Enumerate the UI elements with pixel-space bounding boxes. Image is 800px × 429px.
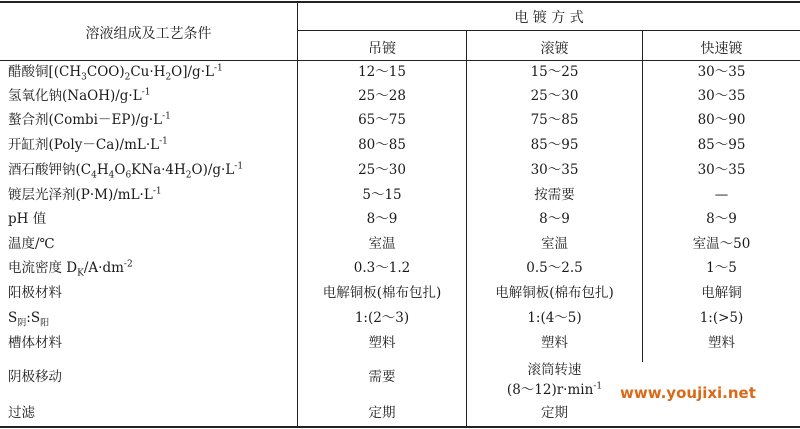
text-part: O]/g·L — [171, 64, 214, 80]
value-cell: 85～95 — [530, 137, 579, 153]
script-part: 6 — [125, 170, 132, 181]
row-label — [8, 285, 62, 301]
value-cell: 电解铜 — [701, 285, 742, 301]
value-cell: 80～90 — [697, 112, 746, 128]
row-label — [8, 310, 50, 329]
script-part: -1 — [159, 136, 168, 147]
value-cell: 塑料 — [541, 335, 568, 351]
text-part: COO) — [86, 64, 125, 80]
value-cell: 30～35 — [697, 162, 746, 178]
value-cell: 滚筒转速 — [527, 362, 582, 378]
value-cell: — — [714, 187, 729, 203]
text-part: :S — [26, 310, 41, 326]
script-part: 2 — [185, 170, 192, 181]
text-part: 阴极移动 — [8, 369, 62, 385]
group-header-rule — [297, 30, 800, 31]
row-label — [8, 137, 168, 153]
text-part: 阳极材料 — [8, 285, 62, 301]
row-label — [8, 369, 62, 385]
value-cell: 1:(>5) — [699, 310, 744, 326]
header-rapid-plating: 快速镀 — [700, 41, 743, 57]
text-part: 酒石酸钾钠(C — [8, 162, 92, 178]
script-part: -1 — [141, 87, 151, 98]
script-part: 阴 — [17, 318, 27, 329]
value-cell: 塑料 — [708, 335, 735, 351]
text-part: H — [96, 162, 109, 178]
text-part: 开缸剂(Poly－Ca)/mL·L — [8, 137, 160, 153]
bottom-rule — [0, 426, 800, 428]
script-part: K — [77, 268, 84, 279]
value-cell: 室温～50 — [692, 236, 751, 252]
row-label — [8, 63, 223, 83]
value-cell: 室温 — [541, 236, 568, 252]
value-cell: 8～9 — [706, 211, 737, 227]
value-cell: 5～15 — [362, 187, 402, 203]
value-cell: 0.3～1.2 — [353, 260, 411, 276]
value-cell-line2 — [467, 382, 642, 398]
watermark-url: www.youjixi.net — [620, 384, 756, 402]
value-cell: 30～35 — [697, 88, 746, 104]
row-label — [8, 187, 162, 203]
header-process-conditions: 溶液组成及工艺条件 — [85, 26, 212, 42]
value-cell: 30～35 — [697, 64, 746, 80]
value-cell: 1:(4～5) — [527, 310, 582, 326]
text-part: 镀层光泽剂(P·M)/mL·L — [8, 187, 153, 203]
text-part: KNa·4H — [131, 162, 186, 178]
text-part: /A·dm — [83, 260, 124, 276]
text-part: O)/g·L — [191, 162, 235, 178]
value-cell: 75～85 — [530, 112, 579, 128]
script-part: -1 — [593, 381, 603, 392]
row-label — [8, 161, 244, 181]
value-cell: 室温 — [368, 236, 396, 252]
value-cell: 25～28 — [358, 88, 406, 104]
top-rule — [0, 1, 800, 3]
value-cell: 电解铜板(棉布包扎) — [495, 285, 614, 301]
text-part: O — [114, 162, 126, 178]
script-part: 2 — [124, 72, 131, 83]
script-part: 2 — [165, 72, 172, 83]
value-cell: 85～95 — [697, 137, 746, 153]
value-cell: 65～75 — [358, 112, 406, 128]
text-part: 氢氧化钠(NaOH)/g·L — [8, 88, 142, 104]
value-cell: 8～9 — [366, 211, 398, 227]
value-cell: 定期 — [541, 405, 568, 421]
value-cell: 80～85 — [358, 137, 406, 153]
header-bottom-rule — [0, 60, 800, 61]
value-cell: 需要 — [368, 369, 396, 385]
value-cell: 0.5～2.5 — [526, 260, 583, 276]
value-cell: 12～15 — [358, 64, 406, 80]
text-part: (8～12)r·min — [506, 382, 594, 398]
text-part: pH 值 — [8, 211, 47, 227]
value-cell: 25～30 — [358, 162, 406, 178]
text-part: 电流密度 D — [8, 260, 78, 276]
value-cell: 30～35 — [530, 162, 579, 178]
text-part: 螯合剂(Combi－EP)/g·L — [8, 112, 163, 128]
value-cell: 1～5 — [706, 260, 737, 276]
row-label — [8, 211, 46, 227]
text-part: 温度/℃ — [8, 236, 55, 252]
row-label — [8, 88, 150, 104]
value-cell: 25～30 — [530, 88, 579, 104]
script-part: -1 — [162, 111, 171, 122]
script-part: 阳 — [40, 318, 50, 329]
value-cell: 电解铜板(棉布包扎) — [322, 285, 442, 301]
header-hanging-plating: 吊镀 — [368, 41, 396, 57]
row-label — [8, 236, 55, 252]
script-part: -1 — [234, 161, 244, 172]
text-part: Cu·H — [130, 64, 166, 80]
row-label — [8, 405, 35, 421]
script-part: 4 — [108, 170, 115, 181]
text-part: S — [8, 310, 18, 326]
text-part: 醋酸铜[(CH — [8, 64, 82, 80]
row-label — [8, 259, 133, 279]
value-cell: 15～25 — [530, 64, 579, 80]
value-cell: 按需要 — [534, 187, 575, 203]
value-cell: 定期 — [368, 405, 396, 421]
value-cell: 8～9 — [539, 211, 570, 227]
row-label — [8, 335, 62, 351]
row-label — [8, 112, 171, 128]
script-part: -2 — [123, 259, 133, 270]
value-cell: 1:(2～3) — [354, 310, 410, 326]
header-plating-method: 电 镀 方 式 — [514, 10, 584, 26]
header-barrel-plating: 滚镀 — [540, 41, 569, 57]
text-part: 过滤 — [8, 405, 35, 421]
script-part: 4 — [91, 170, 97, 181]
value-cell: 塑料 — [368, 335, 396, 351]
text-part: 槽体材料 — [8, 335, 62, 351]
script-part: -1 — [152, 186, 162, 197]
script-part: -1 — [213, 63, 223, 74]
script-part: 3 — [81, 72, 87, 83]
